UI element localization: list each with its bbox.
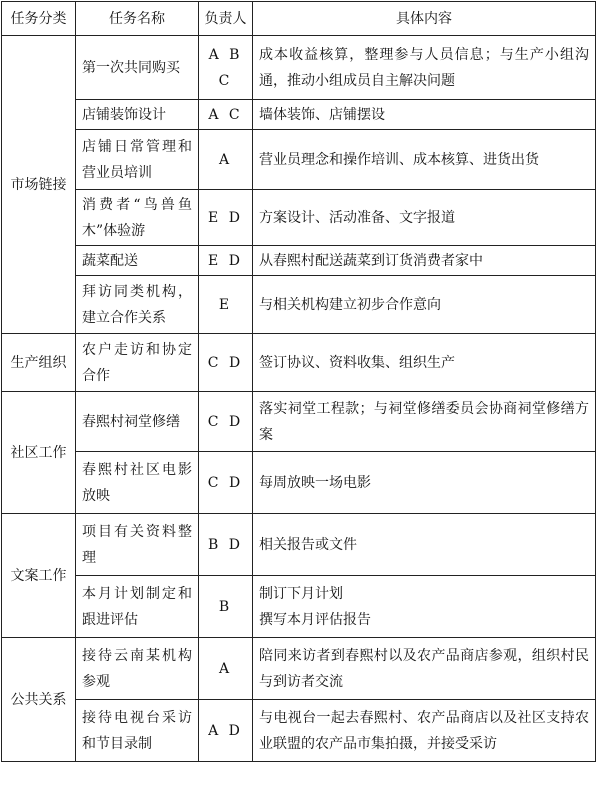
table-row <box>2 514 596 576</box>
owner-cell: A C <box>199 100 253 130</box>
table-row <box>2 100 596 130</box>
detail-line: 墙体装饰、店铺摆设 <box>259 106 385 123</box>
task-name-cell: 店铺日常管理和营业员培训 <box>76 130 199 190</box>
table-row <box>2 130 596 190</box>
detail-line: 撰写本月评估报告 <box>259 611 371 628</box>
detail-cell <box>253 190 596 246</box>
task-name-cell: 本月计划制定和跟进评估 <box>76 576 199 638</box>
owner-cell: C D <box>199 452 253 514</box>
table-row <box>2 576 596 638</box>
table-row <box>2 36 596 100</box>
owner-cell: A B C <box>199 36 253 100</box>
header-task-name: 任务名称 <box>76 2 199 36</box>
detail-cell <box>253 36 596 100</box>
detail-cell <box>253 700 596 762</box>
task-name-cell: 第一次共同购买 <box>76 36 199 100</box>
task-name-cell: 拜访同类机构，建立合作关系 <box>76 276 199 334</box>
header-owner: 负责人 <box>199 2 253 36</box>
detail-line: 每周放映一场电影 <box>259 474 371 491</box>
task-name-cell: 农户走访和协定合作 <box>76 334 199 392</box>
detail-cell <box>253 392 596 452</box>
header-detail: 具体内容 <box>253 2 596 36</box>
task-name-cell: 消费者“鸟兽鱼木”体验游 <box>76 190 199 246</box>
owner-cell: E <box>199 276 253 334</box>
detail-line: 与电视台一起去春熙村、农产品商店以及社区支持农业联盟的农产品市集拍摄，并接受采访 <box>259 709 589 752</box>
task-name-cell: 店铺装饰设计 <box>76 100 199 130</box>
detail-line: 签订协议、资料收集、组织生产 <box>259 354 455 371</box>
detail-cell <box>253 576 596 638</box>
detail-cell <box>253 514 596 576</box>
task-name-cell: 春熙村社区电影放映 <box>76 452 199 514</box>
table-body <box>2 36 596 762</box>
owner-cell: E D <box>199 190 253 246</box>
table-row <box>2 700 596 762</box>
task-table <box>1 1 596 762</box>
detail-line: 营业员理念和操作培训、成本核算、进货出货 <box>259 151 539 168</box>
table-row <box>2 334 596 392</box>
table-row <box>2 246 596 276</box>
detail-cell <box>253 100 596 130</box>
detail-line: 制订下月计划 <box>259 585 343 602</box>
detail-cell <box>253 246 596 276</box>
detail-line: 成本收益核算，整理参与人员信息；与生产小组沟通，推动小组成员自主解决问题 <box>259 46 589 89</box>
detail-line: 陪同来访者到春熙村以及农产品商店参观，组织村民与到访者交流 <box>259 647 589 690</box>
owner-cell: A <box>199 130 253 190</box>
table-row <box>2 276 596 334</box>
task-name-cell: 蔬菜配送 <box>76 246 199 276</box>
task-name-cell: 项目有关资料整理 <box>76 514 199 576</box>
owner-cell: E D <box>199 246 253 276</box>
detail-cell <box>253 452 596 514</box>
task-name-cell: 接待云南某机构参观 <box>76 638 199 700</box>
owner-cell: A D <box>199 700 253 762</box>
table-row <box>2 190 596 246</box>
table-row <box>2 392 596 452</box>
table-row <box>2 638 596 700</box>
category-cell: 生产组织 <box>2 334 76 392</box>
owner-cell: C D <box>199 334 253 392</box>
table-row <box>2 452 596 514</box>
owner-cell: B D <box>199 514 253 576</box>
detail-cell <box>253 638 596 700</box>
detail-cell <box>253 276 596 334</box>
category-cell: 社区工作 <box>2 392 76 514</box>
header-row <box>2 2 596 36</box>
task-name-cell: 接待电视台采访和节目录制 <box>76 700 199 762</box>
detail-line: 落实祠堂工程款；与祠堂修缮委员会协商祠堂修缮方案 <box>259 400 589 443</box>
detail-line: 与相关机构建立初步合作意向 <box>259 296 441 313</box>
task-name-cell: 春熙村祠堂修缮 <box>76 392 199 452</box>
detail-cell <box>253 130 596 190</box>
owner-cell: A <box>199 638 253 700</box>
detail-line: 从春熙村配送蔬菜到订货消费者家中 <box>259 252 483 269</box>
header-category: 任务分类 <box>2 2 76 36</box>
detail-cell <box>253 334 596 392</box>
category-cell: 文案工作 <box>2 514 76 638</box>
category-cell: 市场链接 <box>2 36 76 334</box>
owner-cell: C D <box>199 392 253 452</box>
detail-line: 相关报告或文件 <box>259 536 357 553</box>
detail-line: 方案设计、活动准备、文字报道 <box>259 209 455 226</box>
owner-cell: B <box>199 576 253 638</box>
category-cell: 公共关系 <box>2 638 76 762</box>
